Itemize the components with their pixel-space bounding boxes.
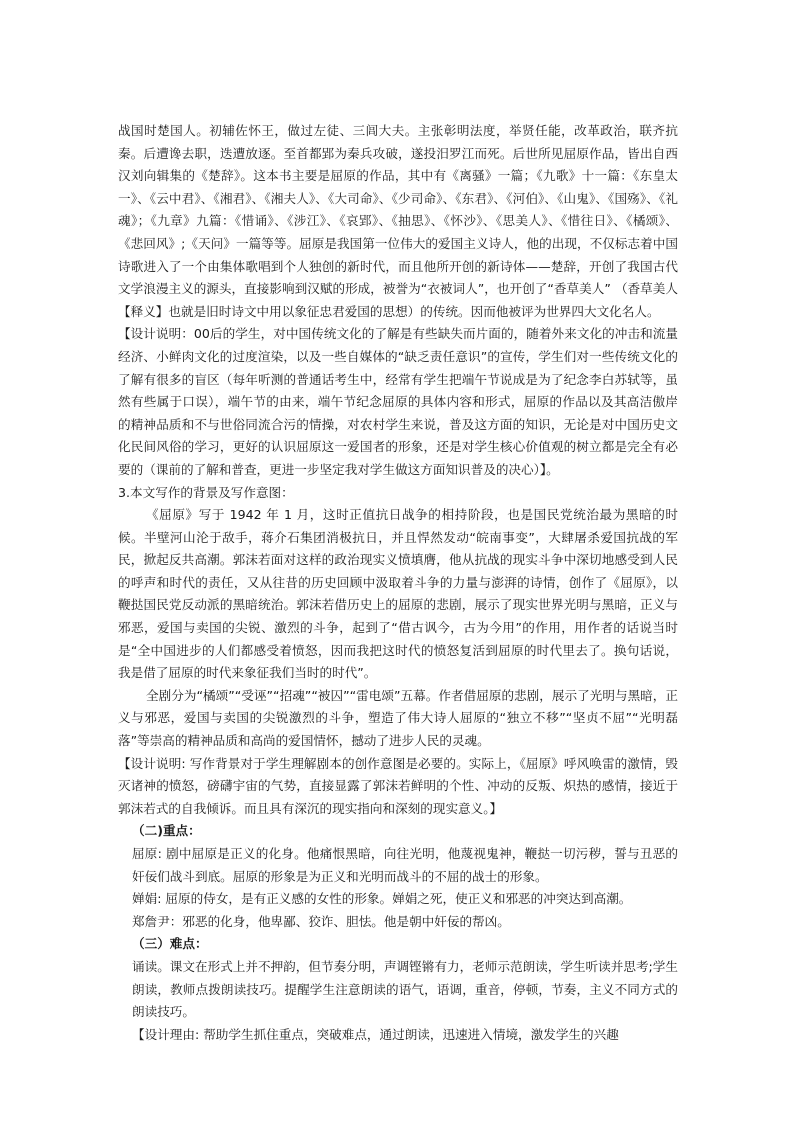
key-point-chanjuan: 婵娟: 屈原的侍女，是有正义感的女性的形象。婵娟之死，使正义和邪恶的冲突达到高潮。 <box>132 891 632 907</box>
difficult-point-text: 诵读。课文在形式上并不押韵，但节奏分明，声调铿锵有力，老师示范朗读，学生听读并思考;学生朗读，教师点拨朗读技巧。提醒学生注意朗读的语气，语调，重音，停顿，节奏，主义不同方式的朗读技巧。 <box>132 958 678 1020</box>
background-paragraph-2: 全剧分为“橘颂”“受诬”“招魂”“被囚”“雷电颂”五幕。作者借屈原的悲剧，展示了光明与黑暗，正义与邪恶，爱国与卖国的尖锐激烈的斗争，塑造了伟大诗人屈原的“独立不移”“坚贞不屈”“光明磊落”等崇高的精神品质和高尚的爱国情怀，撼动了进步人民的灵魂。 <box>118 687 678 749</box>
key-point-zhengzhan: 郑詹尹：邪恶的化身，他卑鄙、狡诈、胆怯。他是朝中奸佞的帮凶。 <box>132 913 510 929</box>
document-page <box>118 120 678 1046</box>
design-reason: 【设计理由: 帮助学生抓住重点，突破难点，通过朗读，迅速进入情境，激发学生的兴趣 <box>132 1026 619 1042</box>
key-points-heading: （二)重点： <box>132 823 201 839</box>
difficult-points-heading: （三）难点： <box>132 936 208 952</box>
intro-paragraph: 战国时楚国人。初辅佐怀王，做过左徒、三闾大夫。主张彰明法度，举贤任能，改革政治，联齐抗秦。后遭谗去职，迭遭放逐。至首都郢为秦兵攻破，遂投汨罗江而死。后世所见屈原作品，皆出自西汉刘向辑集的《楚辞》。这本书主要是屈原的作品，其中有《离骚》一篇；《九歌》十一篇：《东皇太一》、《云中君》、《湘君》、《湘夫人》、《大司命》、《少司命》、《东君》、《河伯》、《山鬼》、《国殇》、《礼魂》；《九章》九篇：《惜诵》、《涉江》、《哀郢》、《抽思》、《怀沙》、《思美人》、《惜往日》、《橘颂》、《悲回风》;《天问》一篇等等。屈原是我国第一位伟大的爱国主义诗人，他的出现，不仅标志着中国诗歌进入了一个由集体歌唱到个人独创的新时代，而且他所开创的新诗体——楚辞，开创了我国古代文学浪漫主义的源头，直接影响到汉赋的形成，被誉为“衣被词人”，也开创了“香草美人” （香草美人【释义】也就是旧时诗文中用以象征忠君爱国的思想）的传统。因而他被评为世界四大文化名人。 <box>118 123 678 319</box>
design-note-2: 【设计说明: 写作背景对于学生理解剧本的创作意图是必要的。实际上，《屈原》呼风唤雷的激情，毁灭诸神的愤怒，磅礴宇宙的气势，直接显露了郭沫若鲜明的个性、冲动的反叛、炽热的感情，接近于郭沫若式的自我倾诉。而且具有深沉的现实指向和深刻的现实意义。】 <box>118 755 678 816</box>
section-3-heading: 3.本文写作的背景及写作意图： <box>118 484 294 500</box>
key-point-quyuan: 屈原: 剧中屈原是正义的化身。他痛恨黑暗，向往光明，他蔑视鬼神，鞭挞一切污秽，誓与丑恶的奸佞们战斗到底。屈原的形象是为正义和光明而战斗的不屈的战士的形象。 <box>132 846 678 884</box>
background-paragraph-1: 《屈原》写于 1942 年 1 月，这时正值抗日战争的相持阶段，也是国民党统治最为黑暗的时候。半壁河山沦于敌手，蒋介石集团消极抗日，并且悍然发动“皖南事变”，大肆屠杀爱国抗战的军民，掀起反共高潮。郭沫若面对这样的政治现实义愤填膺，他从抗战的现实斗争中深切地感受到人民的呼声和时代的责任，又从往昔的历史回顾中汲取着斗争的力量与澎湃的诗情，创作了《屈原》，以鞭挞国民党反动派的黑暗统治。郭沫若借历史上的屈原的悲剧，展示了现实世界光明与黑暗，正义与邪恶，爱国与卖国的尖锐、激烈的斗争，起到了“借古讽今，古为今用”的作用，用作者的话说当时是“全中国进步的人们都感受着愤怒，因而我把这时代的愤怒复活到屈原的时代里去了。换句话说，我是借了屈原的时代来象征我们当时的时代”。 <box>118 507 678 681</box>
design-note-1: 【设计说明：00后的学生，对中国传统文化的了解是有些缺失而片面的，随着外来文化的冲击和流量经济、小鲜肉文化的过度渲染，以及一些自媒体的“缺乏责任意识”的宣传，学生们对一些传统文化的了解有很多的盲区（每年听测的普通话考生中，经常有学生把端午节说成是为了纪念李白苏轼等，虽然有些属于口误），端午节的由来，端午节纪念屈原的具体内容和形式，屈原的作品以及其高洁傲岸的精神品质和不与世俗同流合污的情操，对农村学生来说，普及这方面的知识，无论是对中国历史文化民间风俗的学习，更好的认识屈原这一爱国者的形象，还是对学生核心价值观的树立都是完全有必要的（课前的了解和普查，更进一步坚定我对学生做这方面知识普及的决心）】。 <box>118 326 678 477</box>
